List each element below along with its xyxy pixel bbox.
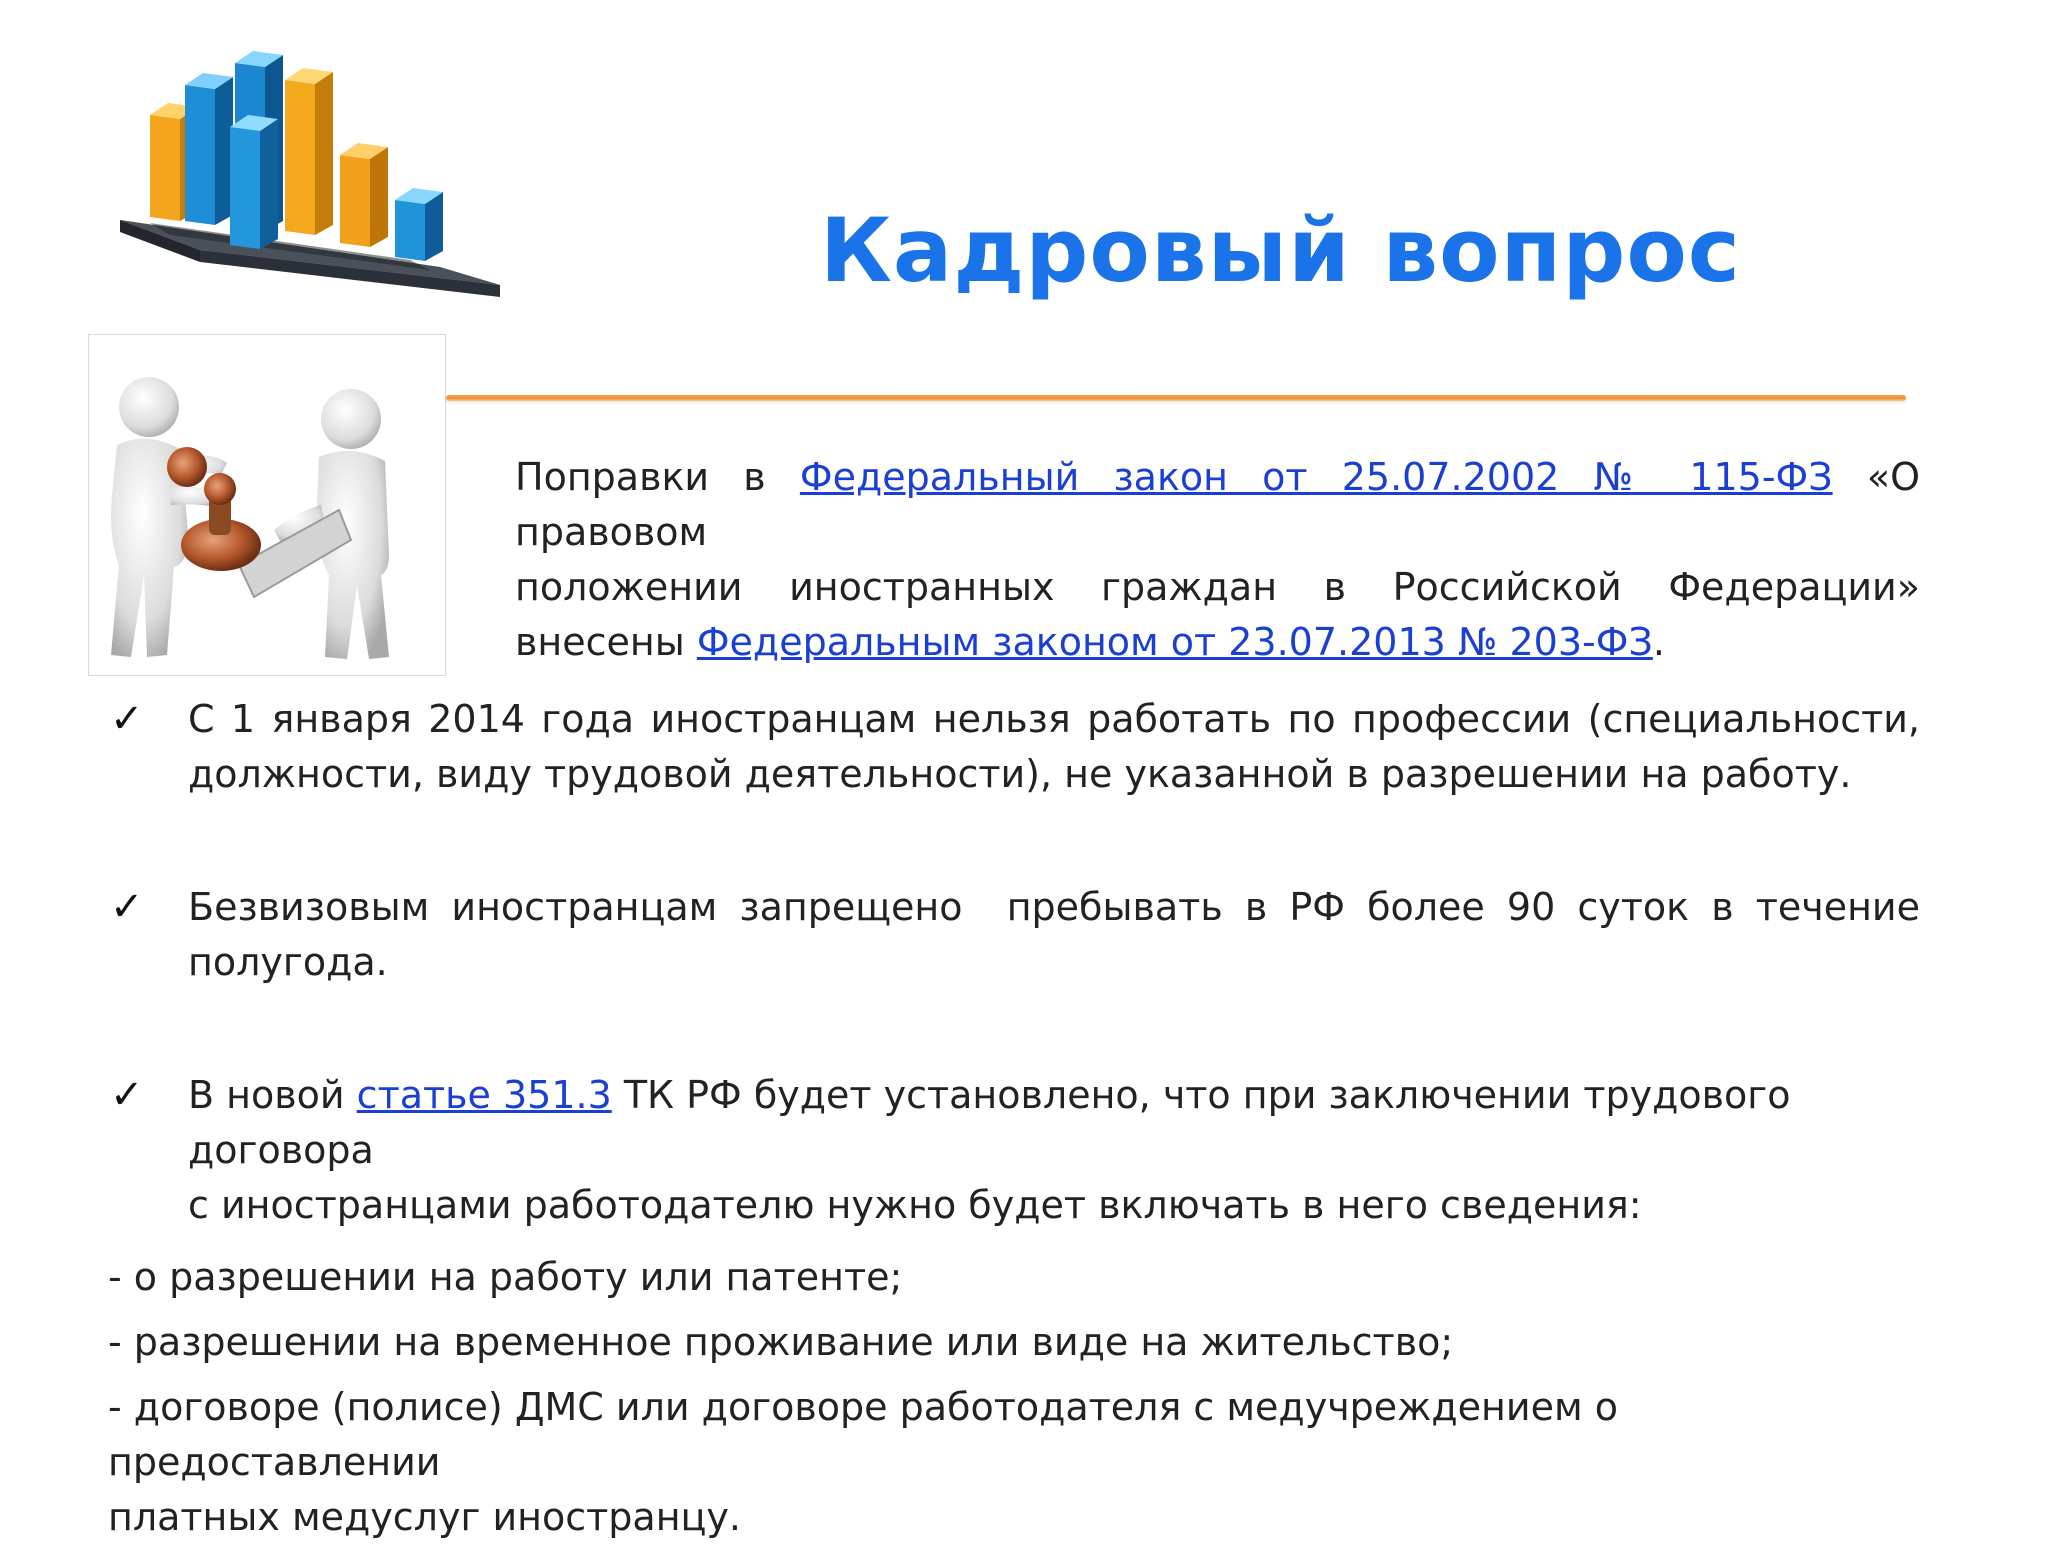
intro-line-1 <box>515 450 1920 560</box>
orange-divider <box>446 395 1906 401</box>
list-item: - разрешении на временное проживание или виде на жительство; <box>108 1320 1454 1364</box>
intro-paragraph <box>515 450 1920 670</box>
chart-bar-7 <box>395 188 443 261</box>
law-203-fz-link[interactable]: Федеральным законом от 23.07.2013 № 203-ФЗ <box>696 620 1653 664</box>
requirements-list <box>108 1250 1938 1555</box>
intro-line3-suffix: . <box>1652 620 1665 664</box>
bullet-1-line-1: С 1 января 2014 года иностранцам нельзя работать по профессии (специальности, <box>188 697 1920 741</box>
bullet-3-line-1 <box>188 1068 1920 1178</box>
article-351-3-link[interactable]: статье 351.3 <box>356 1073 612 1117</box>
chart-bar-4 <box>285 68 333 235</box>
list-item: платных медуслуг иностранцу. <box>108 1495 741 1539</box>
checkmark-icon: ✓ <box>110 884 144 930</box>
list-item: - договоре (полисе) ДМС или договоре работодателя с медучреждением о предоставлении <box>108 1385 1618 1484</box>
intro-prefix: Поправки в <box>515 455 800 499</box>
bullet-2-line-1: Безвизовым иностранцам запрещено пребывать в РФ более 90 суток в течение <box>188 885 1920 929</box>
bullet-3-line-2: с иностранцами работодателю нужно будет включать в него сведения: <box>188 1183 1642 1227</box>
bullet-3-prefix: В новой <box>188 1073 357 1117</box>
intro-line-3 <box>515 615 1920 670</box>
chart-bar-6 <box>340 143 388 247</box>
bullet-3-suffix: ТК РФ будет установлено, что при заключении трудового договора <box>188 1073 1791 1172</box>
chart-bar-2 <box>185 73 233 225</box>
list-item: - о разрешении на работу или патенте; <box>108 1255 903 1299</box>
figures-stamp-image <box>88 334 446 676</box>
intro-suffix: «О правовом <box>515 455 1920 554</box>
bar-chart-illustration <box>110 35 510 335</box>
chart-bar-5 <box>230 115 278 249</box>
intro-line-2: положении иностранных граждан в Российской Федерации» <box>515 565 1920 609</box>
bullet-2-line-2: полугода. <box>188 940 388 984</box>
intro-line3-prefix: внесены <box>515 620 697 664</box>
law-115-fz-link[interactable]: Федеральный закон от 25.07.2002 № 115-ФЗ <box>799 455 1833 499</box>
bullet-1-line-2: должности, виду трудовой деятельности), не указанной в разрешении на работу. <box>188 752 1852 796</box>
checkmark-icon: ✓ <box>110 1072 144 1118</box>
checkmark-icon: ✓ <box>110 696 144 742</box>
slide-title: Кадровый вопрос <box>820 198 1741 302</box>
people-stamping-icon <box>89 335 445 675</box>
